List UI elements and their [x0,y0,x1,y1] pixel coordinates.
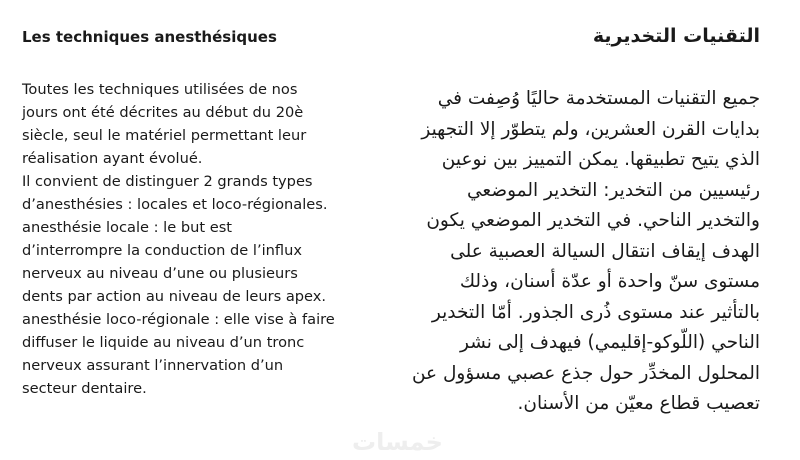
french-line: jours ont été décrites au début du 20è [22,104,304,121]
french-line: secteur dentaire. [22,380,147,397]
french-title: Les techniques anesthésiques [22,28,277,46]
french-line: diffuser le liquide au niveau d’un tronc [22,334,305,351]
french-line: nerveux au niveau d’une ou plusieurs [22,265,298,282]
arabic-line: رئيسيين من التخدير: التخدير الموضعي [467,179,760,201]
arabic-line: والتخدير الناحي. في التخدير الموضعي يكون [426,210,760,231]
arabic-title: التقنيات التخديرية [592,25,760,47]
french-paragraph [22,78,362,400]
french-line: Toutes les techniques utilisées de nos [22,81,298,98]
french-line: siècle, seul le matériel permettant leur [22,127,307,144]
french-line: d’interrompre la conduction de l’influx [22,242,302,259]
french-line: anesthésie locale : le but est [22,219,233,236]
arabic-line: جميع التقنيات المستخدمة حاليًا وُصِفت في [437,88,760,109]
french-line: nerveux assurant l’innervation d’un [22,357,284,374]
arabic-line: الذي يتيح تطبيقها. يمكن التمييز بين نوعين [441,149,760,170]
arabic-line: بدايات القرن العشرين، ولم يتطوّر إلا التجهيز [421,118,760,140]
arabic-line: بالتأثير عند مستوى ذُرى الجذور. أمّا التخدير [431,301,760,323]
arabic-line: مستوى سنّ واحدة أو عدّة أسنان، وذلك [459,271,760,292]
french-column [22,26,362,400]
french-line: anesthésie loco-régionale : elle vise à faire [22,311,335,328]
arabic-line: تعصيب قطاع معيّن من الأسنان. [517,393,760,414]
arabic-line: المحلول المخدِّر حول جذع عصبي مسؤول عن [411,362,760,384]
french-line: d’anesthésies : locales et loco-régionales. [22,196,328,213]
french-line: Il convient de distinguer 2 grands types [22,173,313,190]
watermark-logo: خمسات [352,428,443,456]
arabic-paragraph [411,84,760,420]
arabic-column [411,22,760,420]
french-line: dents par action au niveau de leurs apex. [22,288,327,305]
arabic-line: الناحي (اللّوكو-إقليمي) فيهدف إلى نشر [459,332,760,353]
french-line: réalisation ayant évolué. [22,150,203,167]
arabic-line: الهدف إيقاف انتقال السيالة العصبية على [450,240,760,262]
